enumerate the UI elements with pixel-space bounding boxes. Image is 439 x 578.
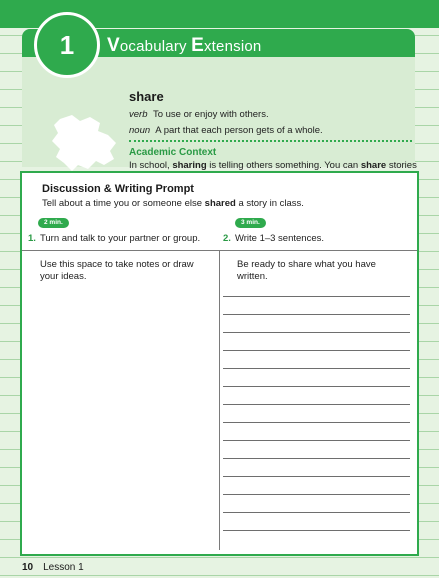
- step-number: 2.: [223, 233, 231, 244]
- writing-line: [223, 512, 410, 513]
- ac-text-part: In school,: [129, 160, 173, 171]
- ac-text-bold: sharing: [172, 160, 207, 171]
- step-instruction: Turn and talk to your partner or group.: [39, 233, 201, 244]
- prompt-text-bold: shared: [204, 198, 236, 209]
- writing-line: [223, 494, 410, 495]
- definition-verb: [129, 109, 269, 120]
- academic-context-title: Academic Context: [129, 147, 217, 158]
- writing-line: [223, 440, 410, 441]
- definition-pos: verb: [129, 109, 148, 120]
- writing-line: [223, 530, 410, 531]
- writing-line: [223, 458, 410, 459]
- vocab-title-part2: xtension: [203, 38, 262, 55]
- prompt-text-part: a story in class.: [235, 198, 304, 209]
- prompt-text: [42, 198, 304, 209]
- definition-pos: noun: [129, 125, 151, 136]
- map-blob-icon: [50, 113, 120, 175]
- time-badge-right: 3 min.: [235, 218, 266, 228]
- vocab-title-part1: ocabulary: [119, 38, 192, 55]
- definition-noun: [129, 125, 323, 136]
- column-divider: [219, 250, 220, 550]
- lesson-number-badge: 1: [34, 12, 100, 78]
- ac-text-part: stories: [388, 160, 417, 171]
- step-instruction: Write 1–3 sentences.: [234, 233, 325, 244]
- discussion-writing-box: [20, 171, 419, 556]
- notes-area-hint: Use this space to take notes or draw your ideas.: [40, 259, 194, 282]
- writing-line: [223, 314, 410, 315]
- writing-line: [223, 350, 410, 351]
- writing-area-hint: Be ready to share what you have written.: [237, 259, 376, 282]
- step-two: [223, 233, 324, 244]
- prompt-title: Discussion & Writing Prompt: [42, 183, 194, 195]
- vocab-title-letter-e: E: [191, 35, 204, 56]
- ac-text-part: is telling others something. You can: [206, 160, 361, 171]
- vocab-word: share: [129, 89, 164, 104]
- vocab-title-letter-v: V: [107, 35, 120, 56]
- definition-text: To use or enjoy with others.: [152, 109, 269, 120]
- vocab-title: [107, 35, 261, 57]
- dotted-divider: [129, 140, 412, 142]
- lesson-label: Lesson 1: [43, 562, 84, 573]
- writing-line: [223, 404, 410, 405]
- time-badge-left: 2 min.: [38, 218, 69, 228]
- ac-text-bold: share: [360, 160, 387, 171]
- writing-line: [223, 332, 410, 333]
- writing-line: [223, 368, 410, 369]
- step-number: 1.: [28, 233, 36, 244]
- page-footer: [22, 562, 84, 573]
- page-number: 10: [22, 562, 34, 573]
- definition-text: A part that each person gets of a whole.: [155, 125, 323, 136]
- writing-line: [223, 476, 410, 477]
- prompt-text-part: Tell about a time you or someone else: [42, 198, 205, 209]
- writing-line: [223, 422, 410, 423]
- step-one: [28, 233, 200, 244]
- writing-line: [223, 296, 410, 297]
- writing-line: [223, 386, 410, 387]
